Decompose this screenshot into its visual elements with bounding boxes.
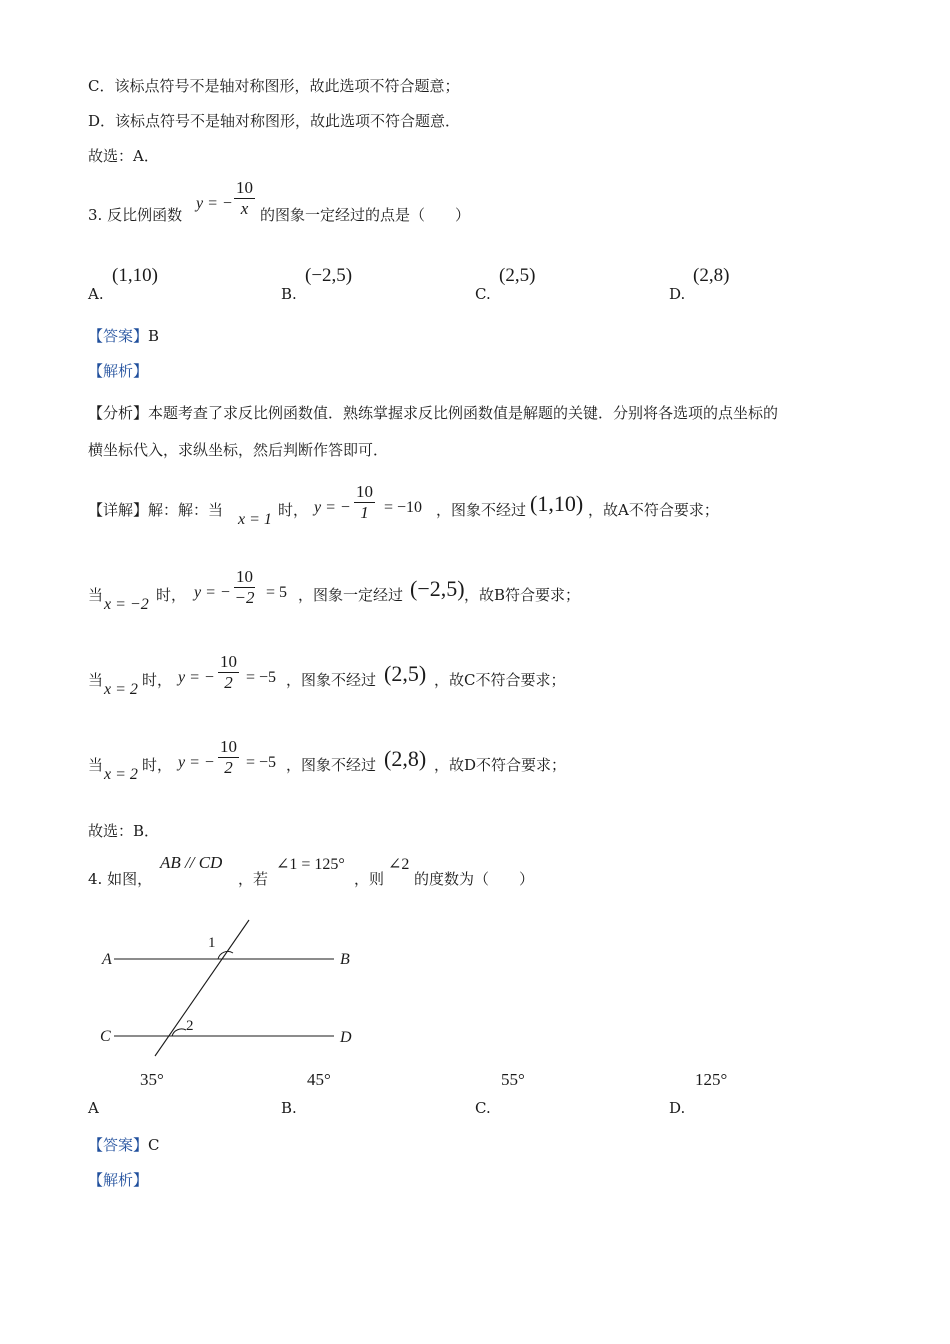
q3-detail-tag: 【详解】: [88, 501, 149, 519]
q4-figure: [90, 912, 370, 1062]
label-2: 2: [186, 1018, 194, 1034]
angle-2-arc: [172, 1029, 186, 1036]
q4-ruo: ，若: [238, 870, 269, 888]
q4-answer: C: [148, 1136, 160, 1154]
q4-parallel: AB // CD: [160, 853, 223, 872]
prev-option-c-line: C．该标点符号不是轴对称图形，故此选项不符合题意；: [88, 77, 460, 95]
label-c: C: [100, 1028, 111, 1045]
q3-detail-lead: 解：解：当: [148, 501, 224, 519]
q3-answer-tag: 【答案】: [88, 327, 149, 345]
q4-answer-line: [88, 1135, 160, 1155]
q4-stem: [88, 852, 648, 892]
q4-answer-tag: 【答案】: [88, 1136, 149, 1154]
q4-angle1: ∠1 = 125°: [276, 856, 345, 873]
angle-1-arc: [218, 951, 233, 959]
label-a: A: [102, 951, 112, 968]
q3-prefix: 3. 反比例函数: [88, 206, 183, 224]
q3-fn-y: y = −: [196, 195, 233, 212]
q3-fenxi-line-2: 横坐标代入，求纵坐标，然后判断作答即可．: [88, 441, 389, 459]
label-b: B: [340, 951, 350, 968]
q3-analysis-tag: 【解析】: [88, 362, 149, 380]
q3-fn-fraction: [234, 178, 255, 219]
q3-choose-line: 故选：B．: [88, 822, 160, 840]
q4-ze: ，则: [354, 870, 385, 888]
label-d: D: [340, 1029, 352, 1046]
q4-prefix: 4. 如图，: [88, 870, 153, 888]
label-1: 1: [208, 935, 216, 951]
prev-choose-line: 故选：A．: [88, 147, 159, 165]
q3-answer: B: [148, 327, 160, 345]
q4-suffix: 的度数为（ ）: [414, 870, 535, 888]
q3-fenxi-tag: 【分析】: [88, 404, 149, 422]
q4-options: A 35° B. 45° C. 55° D. 125°: [88, 1070, 728, 1117]
q4-angle2: ∠2: [388, 856, 410, 873]
q3-fenxi-line-1: 【分析】本题考查了求反比例函数值．熟练掌握求反比例函数值是解题的关键．分别将各选项的点坐标的: [88, 404, 779, 422]
q3-fn-den: x: [240, 199, 249, 218]
q3-fn-num: 10: [236, 178, 253, 197]
q3-answer-line: [88, 326, 159, 346]
prev-option-d-line: D．该标点符号不是轴对称图形，故此选项不符合题意．: [88, 112, 461, 130]
q4-analysis-tag: 【解析】: [88, 1171, 149, 1189]
q3-options: A. (1,10) B. (−2,5) C. (2,5) D. (2,8): [88, 265, 730, 303]
q3-suffix: 的图象一定经过的点是（ ）: [260, 206, 471, 224]
